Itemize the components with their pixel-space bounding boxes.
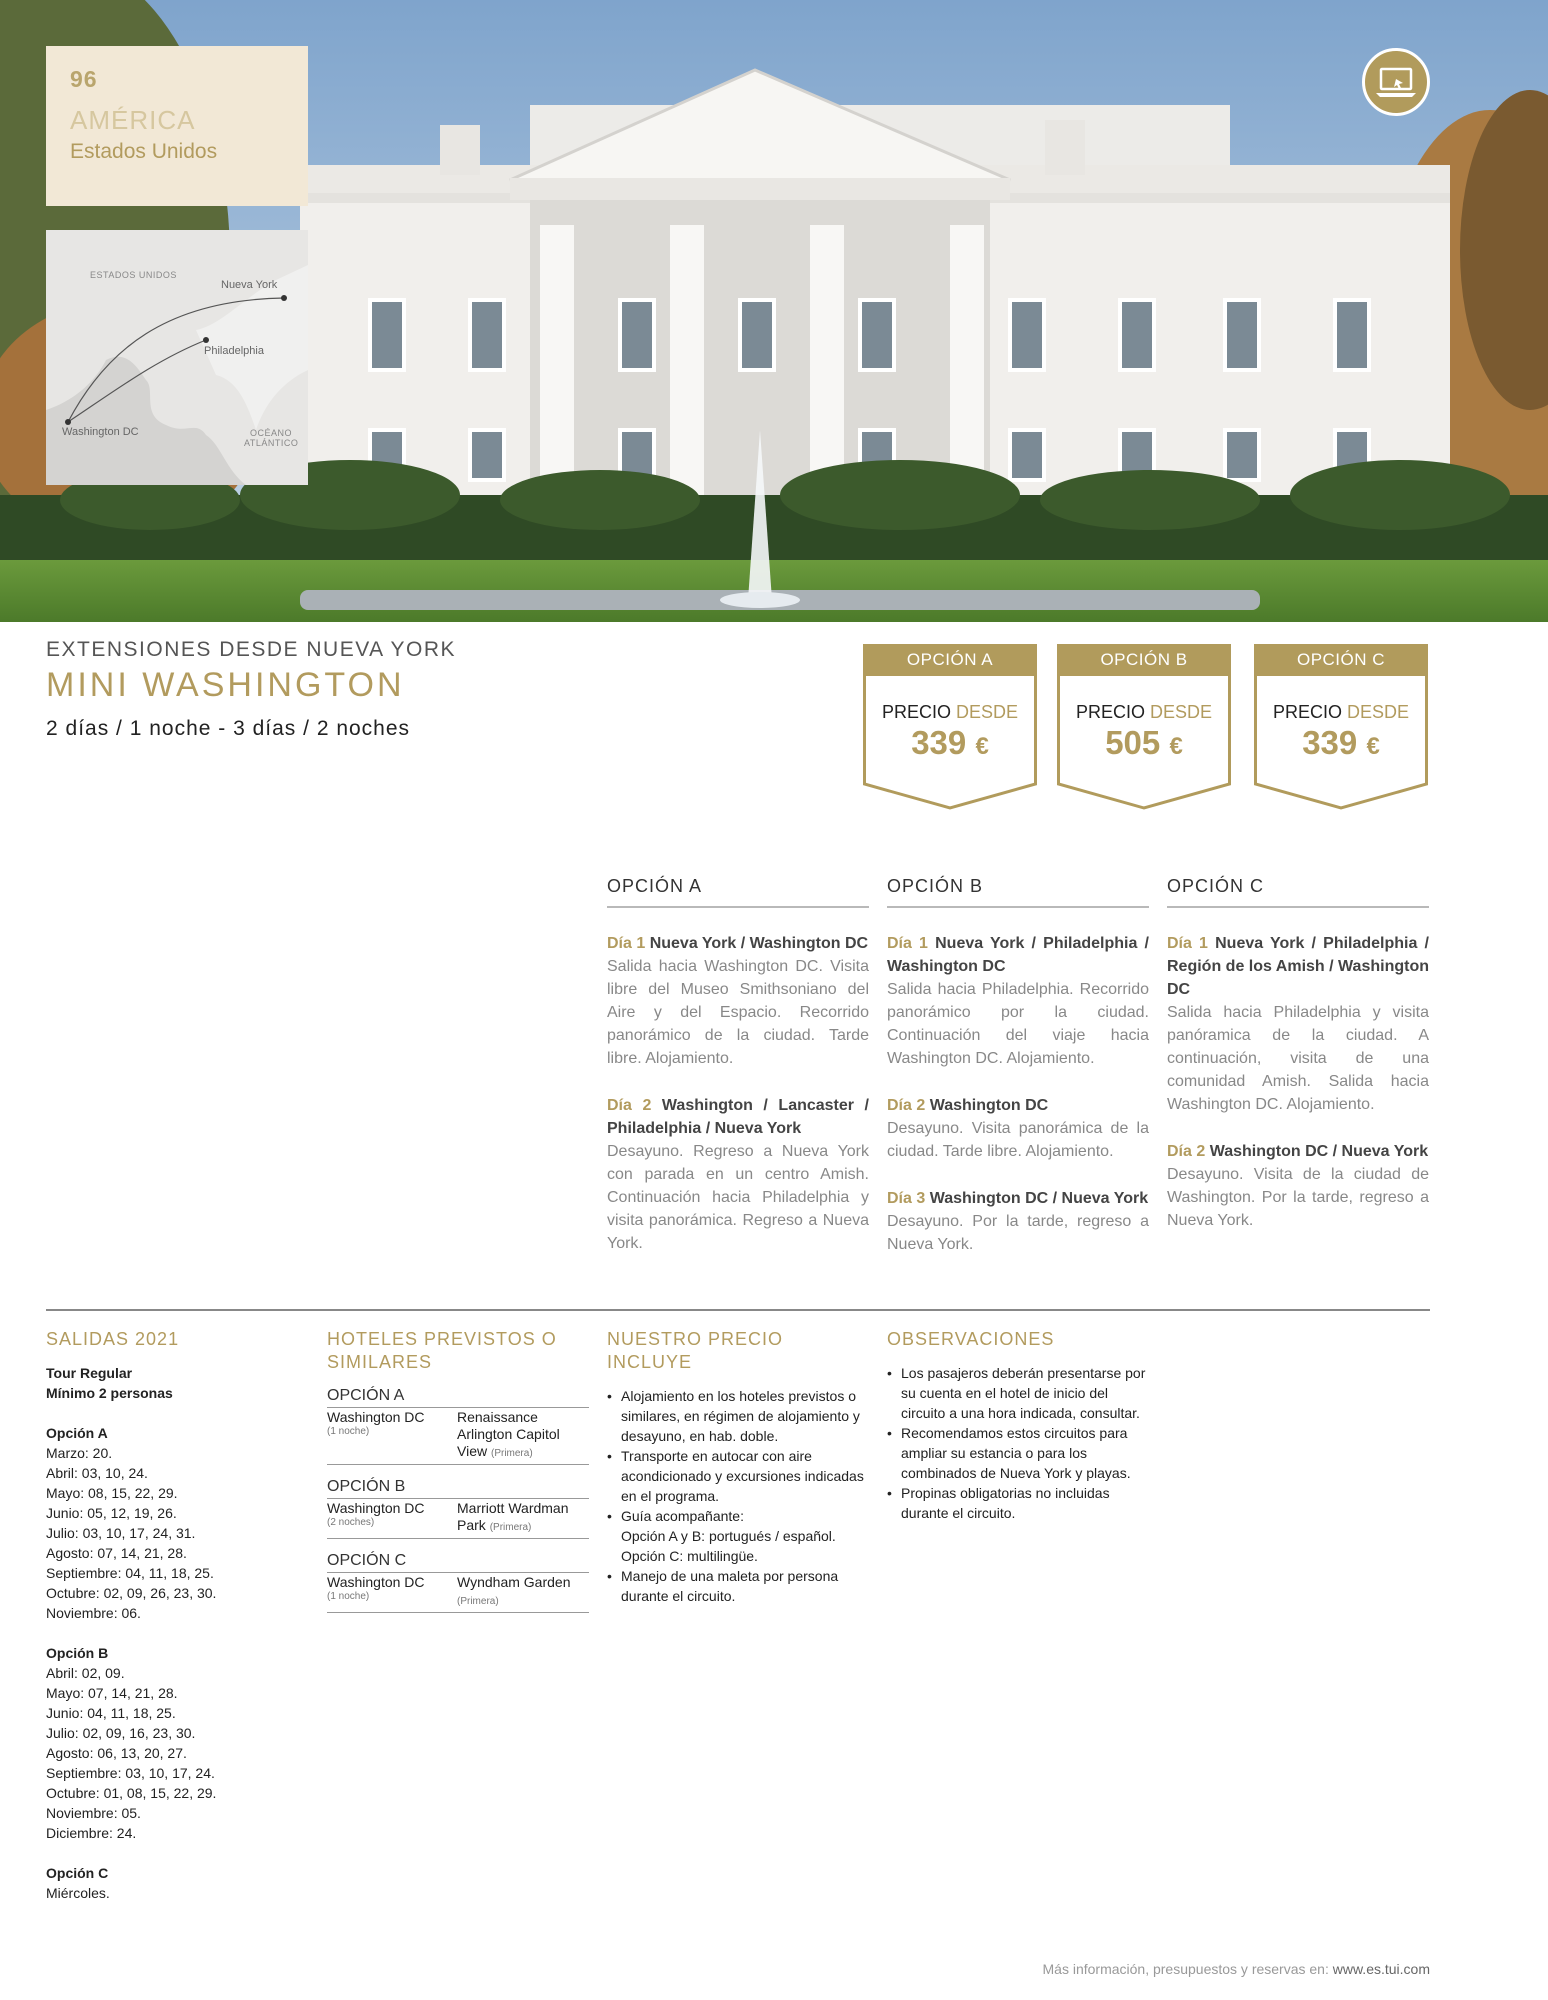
hotel-option	[327, 1386, 589, 1465]
salidas-option-c-title: Opción C	[46, 1865, 109, 1881]
hotel-city: Washington DC	[327, 1500, 425, 1516]
itinerary-day: Día 1 Nueva York / Washington DC Salida hacia Washington DC. Visita libre del Museo Smithsoniano del Aire y del Espacio. Recorrido panorámico de la ciudad. Tarde libre. Alojamiento.	[607, 935, 869, 1067]
hotel-city: Washington DC	[327, 1574, 425, 1590]
country-label: Estados Unidos	[70, 140, 218, 163]
itinerary-title: OPCIÓN B	[887, 875, 1149, 908]
hotel-option-name: OPCIÓN C	[327, 1551, 589, 1573]
salidas-date-line: Junio: 04, 11, 18, 25.	[46, 1705, 176, 1721]
hoteles-title: HOTELES PREVISTOS O SIMILARES	[327, 1329, 557, 1372]
salidas-date-line: Septiembre: 03, 10, 17, 24.	[46, 1765, 215, 1781]
salidas-date-line: Noviembre: 06.	[46, 1605, 141, 1621]
hotel-option-name: OPCIÓN B	[327, 1477, 589, 1499]
price-amount: 339 €	[911, 724, 989, 761]
tour-subtitle: EXTENSIONES DESDE NUEVA YORK	[46, 638, 456, 661]
hotel-name: Wyndham Garden	[457, 1574, 571, 1590]
incluye-item: • Guía acompañante: Opción A y B: portugués / español. Opción C: multilingüe.	[607, 1506, 869, 1566]
price-card-a	[863, 644, 1037, 810]
price-amount: 505 €	[1105, 724, 1183, 761]
footer	[1043, 1961, 1431, 1977]
salidas-date-line: Mayo: 07, 14, 21, 28.	[46, 1685, 178, 1701]
itinerary-day: Día 3 Washington DC / Nueva York Desayuno. Por la tarde, regreso a Nueva York.	[887, 1190, 1149, 1253]
incluye-item: • Transporte en autocar con aire acondicionado y excursiones indicadas en el programa.	[607, 1446, 869, 1506]
itinerary-day: Día 2 Washington DC Desayuno. Visita panorámica de la ciudad. Tarde libre. Alojamiento.	[887, 1097, 1149, 1160]
page-tag	[46, 46, 308, 206]
salidas-date-line: Julio: 02, 09, 16, 23, 30.	[46, 1725, 196, 1741]
incluye-item: • Alojamiento en los hoteles previstos o similares, en régimen de alojamiento y desayuno, en hab. doble.	[607, 1386, 869, 1446]
price-option-label: OPCIÓN B	[1057, 644, 1231, 676]
hotel-category: (Primera)	[457, 1596, 499, 1607]
salidas-date-line: Junio: 05, 12, 19, 26.	[46, 1505, 177, 1521]
itinerary-option-b	[887, 875, 1149, 1280]
salidas-date-line: Septiembre: 04, 11, 18, 25.	[46, 1565, 214, 1581]
observaciones-section	[887, 1328, 1149, 1523]
observaciones-item: • Recomendamos estos circuitos para ampliar su estancia o para los combinados de Nueva York y playas.	[887, 1423, 1149, 1483]
hotel-option-name: OPCIÓN A	[327, 1386, 589, 1408]
salidas-option-b-title: Opción B	[46, 1645, 109, 1661]
footer-text: Más información, presupuestos y reservas en:	[1042, 1961, 1329, 1977]
map-city-philadelphia: Philadelphia	[204, 345, 264, 357]
hotel-row	[327, 1573, 589, 1613]
price-label: PRECIO DESDE	[1075, 702, 1213, 722]
salidas-date-line: Noviembre: 05.	[46, 1805, 141, 1821]
hotel-row	[327, 1408, 589, 1465]
tour-title: MINI WASHINGTON	[46, 666, 405, 704]
itinerary-option-a	[607, 875, 869, 1279]
page-number: 96	[70, 66, 98, 92]
map-country-label: ESTADOS UNIDOS	[90, 270, 177, 280]
itinerary-day: Día 2 Washington / Lancaster / Philadelphia / Nueva York Desayuno. Regreso a Nueva York con parada en un centro Amish. Continuación hacia Philadelphia y visita panorámica. Regreso a Nueva York.	[607, 1097, 870, 1252]
hotel-category: (Primera)	[489, 1522, 532, 1533]
route-map	[46, 230, 308, 485]
itinerary-day: Día 1 Nueva York / Philadelphia / Región de los Amish / Washington DC Salida hacia Philadelphia y visita panóramica de la ciudad. A continuación, visita de una comunidad Amish. Salida hacia Washington DC. Alojamiento.	[1167, 935, 1429, 1113]
map-city-washington: Washington DC	[62, 426, 139, 438]
salidas-date-line: Octubre: 02, 09, 26, 23, 30.	[46, 1585, 217, 1601]
observaciones-title: OBSERVACIONES	[887, 1329, 1055, 1349]
hotel-nights: (2 noches)	[327, 1517, 375, 1528]
hotel-option	[327, 1551, 589, 1613]
hotel-category: (Primera)	[490, 1448, 533, 1459]
incluye-item: • Manejo de una maleta por persona durante el circuito.	[607, 1566, 869, 1606]
incluye-section	[607, 1328, 869, 1606]
salidas-date-line: Abril: 02, 09.	[46, 1665, 125, 1681]
salidas-date-line: Octubre: 01, 08, 15, 22, 29.	[46, 1785, 217, 1801]
itinerary-day: Día 1 Nueva York / Philadelphia / Washington DC Salida hacia Philadelphia. Recorrido panorámico por la ciudad. Continuación del viaje hacia Washington DC. Alojamiento.	[887, 935, 1149, 1067]
price-option-label: OPCIÓN C	[1254, 644, 1428, 676]
salidas-option-a-title: Opción A	[46, 1425, 108, 1441]
observaciones-item: • Los pasajeros deberán presentarse por su cuenta en el hotel de inicio del circuito a una hora indicada, consultar.	[887, 1363, 1149, 1423]
salidas-date-line: Julio: 03, 10, 17, 24, 31.	[46, 1525, 196, 1541]
itinerary-day: Día 2 Washington DC / Nueva York Desayuno. Visita de la ciudad de Washington. Por la tarde, regreso a Nueva York.	[1167, 1143, 1429, 1229]
price-option-label: OPCIÓN A	[863, 644, 1037, 676]
salidas-intro-1: Tour Regular	[46, 1365, 133, 1381]
price-label: PRECIO DESDE	[881, 702, 1019, 722]
salidas-date-line: Agosto: 06, 13, 20, 27.	[46, 1745, 187, 1761]
itinerary-option-c	[1167, 875, 1429, 1256]
tour-duration: 2 días / 1 noche - 3 días / 2 noches	[46, 717, 411, 740]
tour-header	[46, 638, 456, 741]
salidas-intro-2: Mínimo 2 personas	[46, 1385, 173, 1401]
hotel-city: Washington DC	[327, 1409, 425, 1425]
salidas-date-line: Abril: 03, 10, 24.	[46, 1465, 148, 1481]
footer-website-link[interactable]: www.es.tui.com	[1332, 1961, 1430, 1977]
region-label: AMÉRICA	[70, 105, 196, 135]
salidas-section	[46, 1328, 286, 1903]
hotel-option	[327, 1477, 589, 1539]
price-label: PRECIO DESDE	[1272, 702, 1410, 722]
laptop-screen-icon	[1362, 48, 1430, 116]
observaciones-item: • Propinas obligatorias no incluidas durante el circuito.	[887, 1483, 1149, 1523]
hoteles-section	[327, 1328, 589, 1613]
hotel-nights: (1 noche)	[327, 1591, 370, 1602]
salidas-date-line: Marzo: 20.	[46, 1445, 113, 1461]
map-ocean-label-1: OCÉANO	[250, 428, 293, 438]
salidas-date-line: Diciembre: 24.	[46, 1825, 137, 1841]
itinerary-title: OPCIÓN C	[1167, 875, 1429, 908]
hotel-name: Marriott Wardman Park	[457, 1500, 569, 1533]
section-divider	[46, 1309, 1430, 1311]
price-card-b	[1057, 644, 1231, 810]
price-card-c	[1254, 644, 1428, 810]
map-ocean-label-2: ATLÁNTICO	[244, 438, 299, 448]
hotel-nights: (1 noche)	[327, 1426, 370, 1437]
incluye-title: NUESTRO PRECIO INCLUYE	[607, 1329, 784, 1372]
salidas-title: SALIDAS 2021	[46, 1329, 180, 1349]
hotel-row	[327, 1499, 589, 1539]
salidas-date-line: Miércoles.	[46, 1885, 110, 1901]
map-city-nueva-york: Nueva York	[221, 279, 278, 291]
itinerary-title: OPCIÓN A	[607, 875, 869, 908]
salidas-date-line: Agosto: 07, 14, 21, 28.	[46, 1545, 187, 1561]
price-amount: 339 €	[1302, 724, 1380, 761]
hotel-name: Renaissance Arlington Capitol View	[457, 1409, 560, 1459]
salidas-date-line: Mayo: 08, 15, 22, 29.	[46, 1485, 178, 1501]
